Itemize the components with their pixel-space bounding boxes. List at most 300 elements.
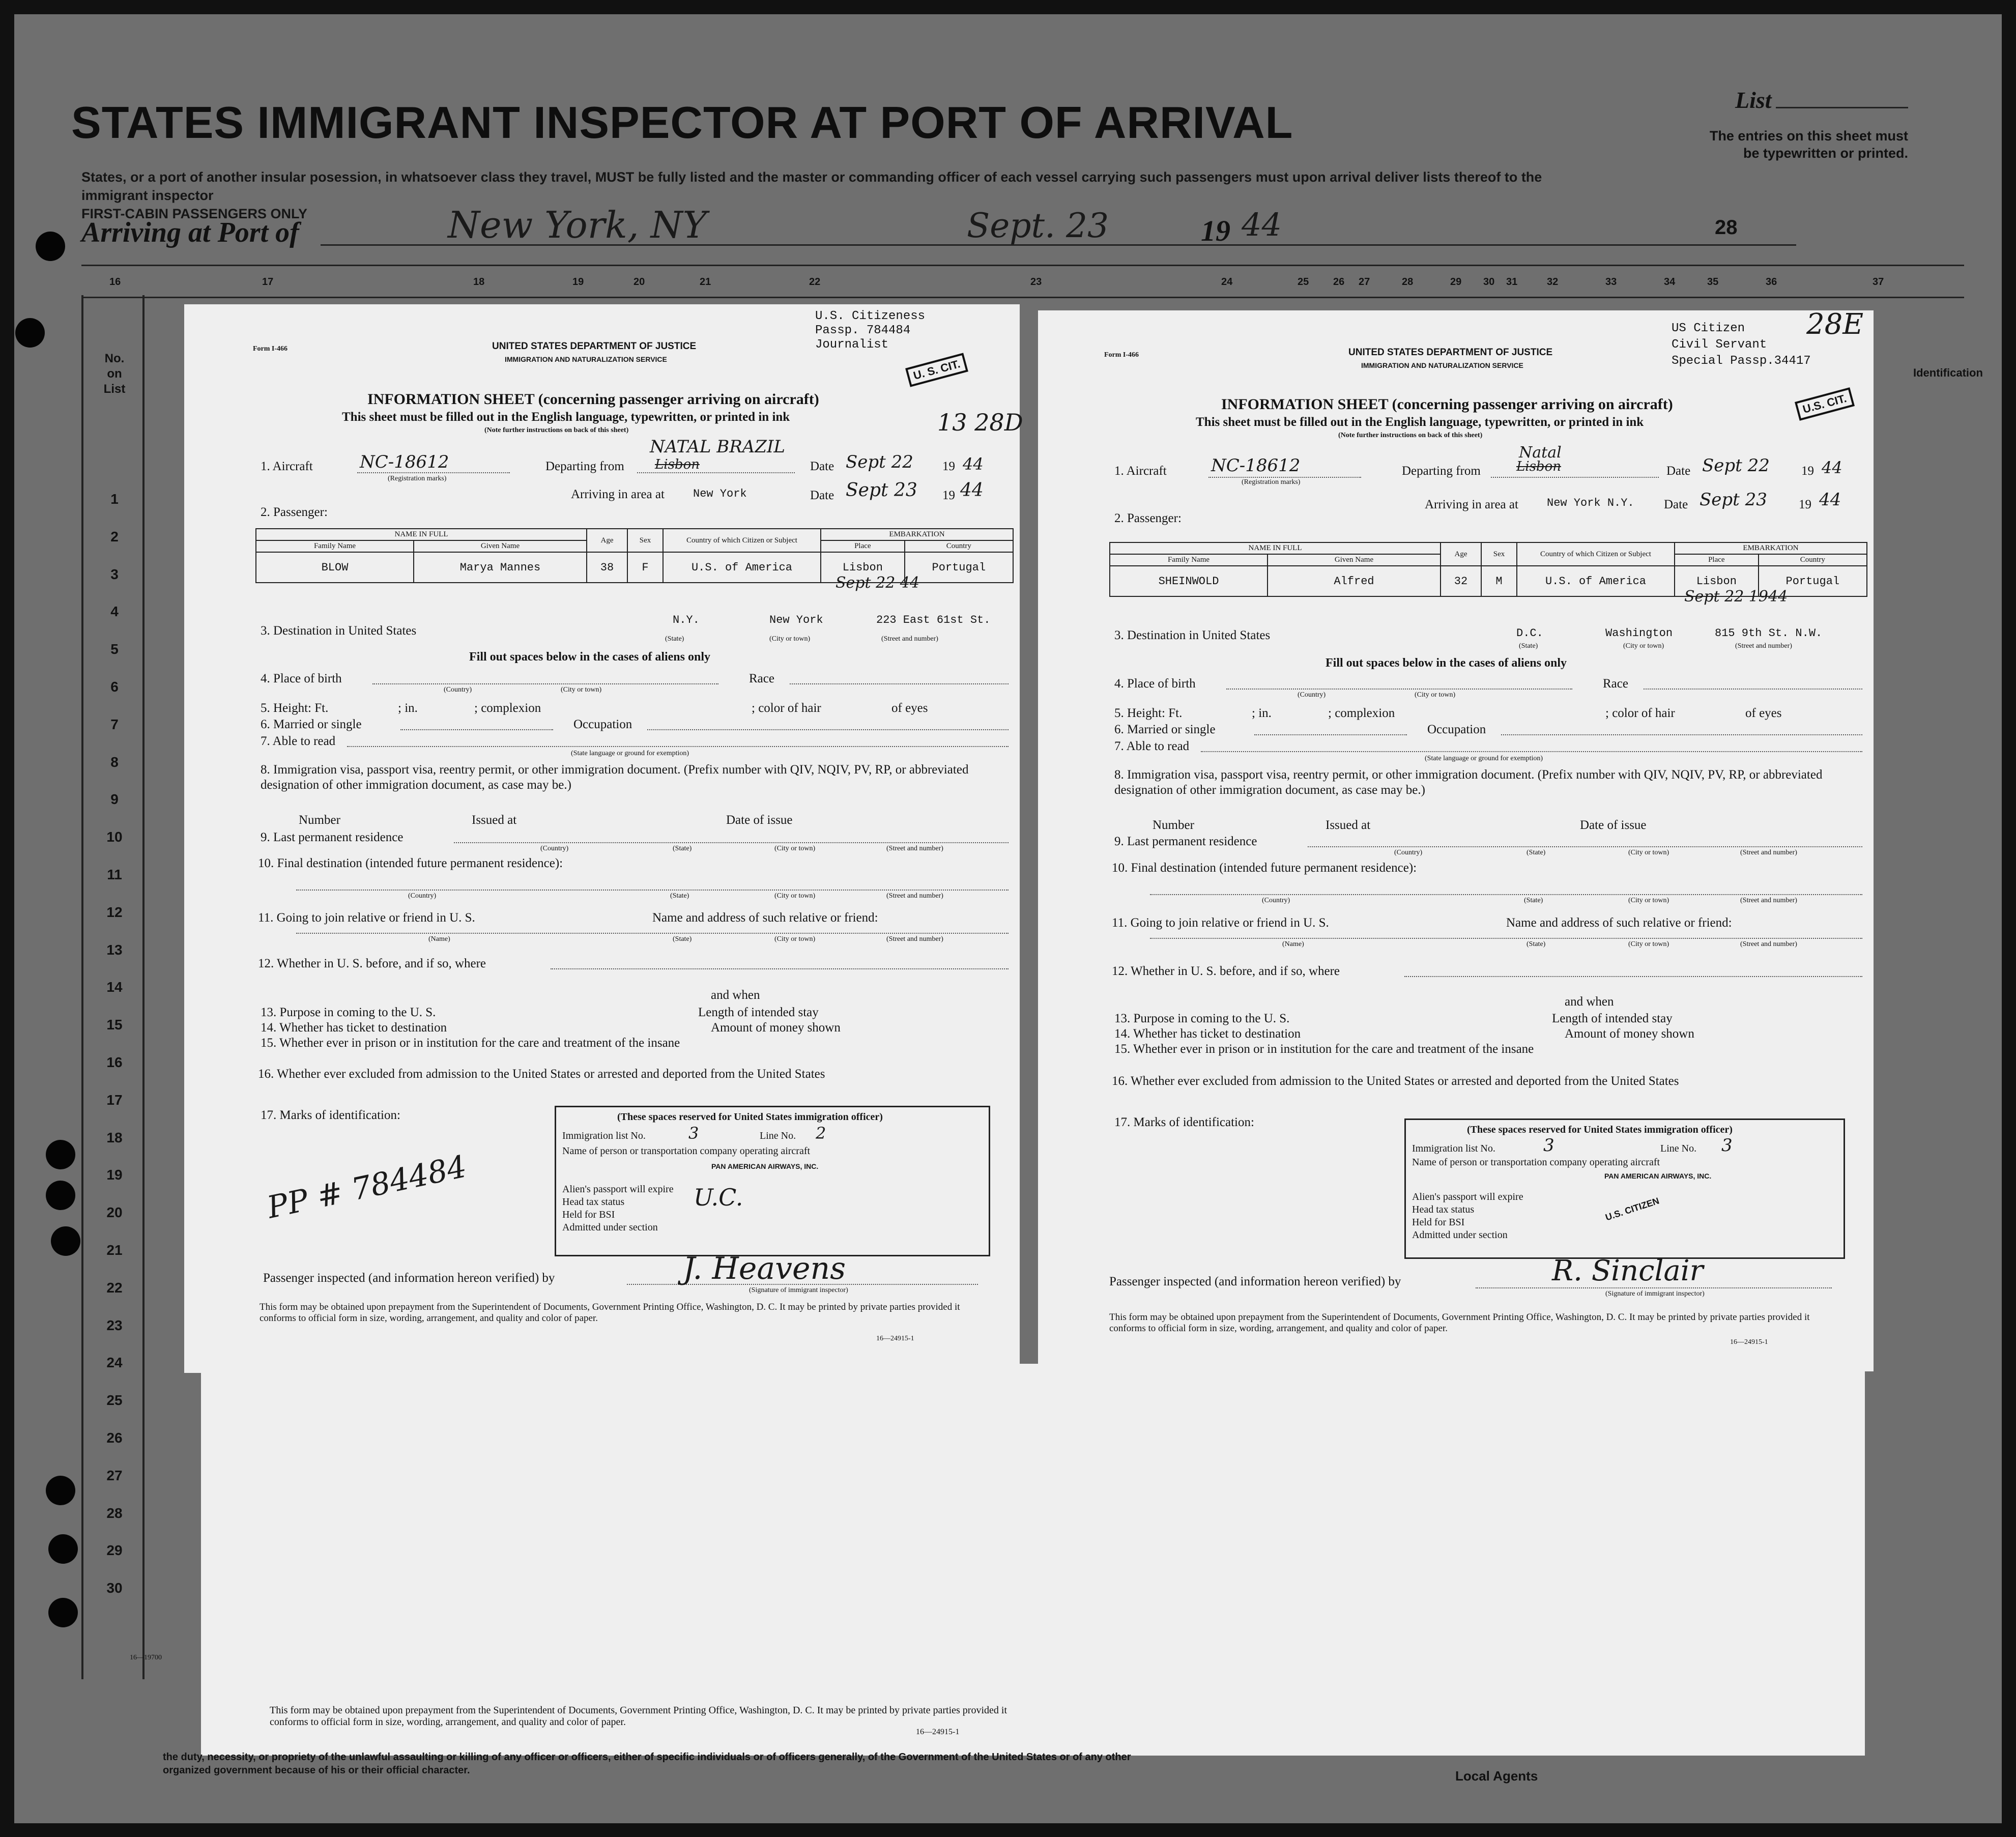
country-label: (Country) — [408, 892, 437, 900]
date-of-issue-label: Date of issue — [1580, 818, 1647, 832]
place-header: Place — [1675, 554, 1759, 566]
city-label: (City or town) — [1628, 849, 1669, 856]
no-on-list-label: No. on List — [103, 352, 126, 396]
form-instruction: This sheet must be filled out in the English language, typewritten, or printed in ink — [342, 410, 790, 424]
q7-label: 7. Able to read — [1114, 739, 1190, 753]
street-label: (Street and number) — [881, 635, 938, 643]
port-handwritten: New York, NY — [448, 204, 707, 246]
date-handwritten: Sept. 23 — [967, 206, 1109, 245]
form-footer-code: 16—24915-1 — [1730, 1338, 1768, 1346]
length-stay-label: Length of intended stay — [1552, 1012, 1673, 1025]
q12-line — [1404, 976, 1862, 977]
street-label: (Street and number) — [886, 845, 943, 852]
row-number: 2 — [110, 528, 119, 544]
manifest-bottom-text: the duty, necessity, or propriety of the unlawful assaulting or killing of any officer or officers, either of specific individuals or of officers generally, of the Government of the United States or of any other organized government because of his or their official character. — [163, 1752, 1131, 1776]
form-number: Form I-466 — [253, 345, 288, 353]
aircraft-value: NC-18612 — [360, 452, 449, 472]
reg-marks-label: (Registration marks) — [388, 475, 447, 482]
length-stay-label: Length of intended stay — [698, 1006, 819, 1019]
emb-country-cell: Portugal — [905, 552, 1013, 583]
number-label: Number — [1153, 818, 1194, 832]
race-label: Race — [1603, 677, 1628, 691]
column-number: 36 — [1766, 276, 1777, 288]
q9-label: 9. Last permanent residence — [261, 830, 404, 844]
city-label: (City or town) — [1628, 897, 1669, 904]
row-number: 30 — [106, 1580, 123, 1596]
inspected-label: Passenger inspected (and information hereon verified) by — [263, 1271, 555, 1285]
city-label: (City or town) — [774, 892, 816, 900]
street-label: (Street and number) — [1740, 897, 1797, 904]
q7-line — [1201, 751, 1862, 752]
number-label: Number — [299, 813, 340, 827]
list-code: 28E — [1806, 308, 1864, 341]
punch-hole — [36, 232, 65, 261]
q10-line — [296, 889, 1009, 891]
country-label: (Country) — [1262, 897, 1290, 904]
form-title: INFORMATION SHEET (concerning passenger arriving on aircraft) — [1221, 396, 1673, 413]
form-instruction-note: (Note further instructions on back of this sheet) — [1338, 432, 1483, 439]
operator-stamp: PAN AMERICAN AIRWAYS, INC. — [1604, 1172, 1712, 1180]
column-number: 37 — [1873, 276, 1884, 288]
name-addr-label: Name and address of such relative or friend: — [652, 911, 878, 925]
form-number: Form I-466 — [1104, 351, 1139, 359]
line-no-label: Line No. — [760, 1130, 796, 1141]
occupation-line — [1501, 734, 1862, 735]
top-note — [1672, 321, 1811, 369]
name-label: (Name) — [428, 935, 450, 943]
row-number: 1 — [110, 491, 119, 507]
state-lang-label: (State language or ground for exemption) — [571, 750, 689, 757]
column-number: 35 — [1707, 276, 1719, 288]
column-number: 29 — [1450, 276, 1462, 288]
hair-label: ; color of hair — [752, 701, 821, 715]
sex-header: Sex — [1481, 542, 1517, 566]
list-label: List — [1735, 87, 1772, 113]
top-note-line: Special Passp.34417 — [1672, 354, 1811, 368]
row-number: 29 — [106, 1542, 123, 1559]
signature-label: (Signature of immigrant inspector) — [749, 1286, 848, 1294]
top-note — [815, 309, 925, 352]
name-label: (Name) — [1282, 940, 1304, 948]
country-header: Country — [905, 540, 1013, 552]
row-number: 12 — [106, 904, 123, 920]
citizen-header: Country of which Citizen or Subject — [1517, 542, 1675, 566]
age-header: Age — [1441, 542, 1481, 566]
inspected-label: Passenger inspected (and information hereon verified) by — [1109, 1275, 1401, 1288]
top-note-line: U.S. Citizeness — [815, 309, 926, 323]
q17-label: 17. Marks of identification: — [261, 1108, 400, 1122]
q12-label: 12. Whether in U. S. before, and if so, where — [258, 957, 486, 970]
service-name: IMMIGRATION AND NATURALIZATION SERVICE — [505, 355, 667, 363]
date-value: Sept 22 — [846, 452, 913, 472]
identification-label: Identification — [1913, 366, 1983, 379]
occupation-line — [647, 729, 1009, 730]
form-footer: This form may be obtained upon prepayment from the Superintendent of Documents, Government Printing Office, Washington, D. C. It may be printed by private parties provided it conforms to official form in size, wording, arrangement, and quality and color of paper. — [1109, 1312, 1810, 1334]
departing-label: Departing from — [1402, 464, 1481, 478]
age-cell: 38 — [587, 552, 627, 583]
emb-date-value: Sept 22 1944 — [1684, 588, 1788, 606]
and-when-label: and when — [711, 988, 760, 1002]
sex-cell: F — [627, 552, 663, 583]
q14-label: 14. Whether has ticket to destination — [261, 1021, 447, 1035]
aircraft-value: NC-18612 — [1211, 455, 1301, 476]
family-name-cell: SHEINWOLD — [1110, 566, 1268, 596]
row-number: 14 — [106, 979, 123, 995]
q6-label: 6. Married or single — [1114, 723, 1216, 736]
punch-hole — [48, 1534, 78, 1564]
race-label: Race — [749, 672, 774, 685]
form-footer: This form may be obtained upon prepayment from the Superintendent of Documents, Government Printing Office, Washington, D. C. It may be printed by private parties provided it conforms to official form in size, wording, arrangement, and quality and color of paper. — [260, 1302, 960, 1324]
q11-label: 11. Going to join relative or friend in U. S. — [258, 911, 475, 925]
arriving-label: Arriving in area at — [1425, 498, 1518, 511]
q9-line — [454, 842, 1009, 843]
q6-label: 6. Married or single — [261, 717, 362, 731]
city-label: (City or town) — [1415, 691, 1456, 699]
date-of-issue-label: Date of issue — [726, 813, 793, 827]
reserved-label: (These spaces reserved for United States immigration officer) — [617, 1111, 883, 1123]
column-number: 33 — [1605, 276, 1617, 288]
aircraft-line — [1208, 477, 1361, 478]
state-label: (State) — [1524, 897, 1543, 904]
operator-label: Name of person or transportation company operating aircraft — [562, 1145, 811, 1157]
underlying-form-sheet — [201, 1364, 1865, 1756]
occupation-label: Occupation — [1427, 723, 1486, 736]
q17-label: 17. Marks of identification: — [1114, 1115, 1254, 1129]
column-number: 30 — [1483, 276, 1495, 288]
list-no-value: 3 — [688, 1124, 699, 1143]
date-label: Date — [1666, 464, 1691, 478]
column-number: 32 — [1547, 276, 1559, 288]
q4-line — [372, 683, 718, 684]
column-header-band — [81, 265, 1964, 298]
form-footer-code: 16—24915-1 — [876, 1335, 914, 1342]
family-name-header: Family Name — [256, 540, 414, 552]
column-number: 34 — [1664, 276, 1676, 288]
imm-list-label: Immigration list No. — [562, 1130, 646, 1141]
operator-stamp: PAN AMERICAN AIRWAYS, INC. — [711, 1162, 819, 1170]
column-number: 20 — [633, 276, 645, 288]
manifest-footer-code: 16—19700 — [130, 1654, 162, 1661]
signature-label: (Signature of immigrant inspector) — [1605, 1290, 1705, 1298]
row-number: 4 — [110, 604, 119, 620]
arriving-label: Arriving at Port of — [81, 217, 299, 248]
arrive-date-label: Date — [810, 489, 834, 502]
row-number: 28 — [106, 1505, 123, 1521]
year-prefix: 19 — [1801, 464, 1814, 478]
dept-name: UNITED STATES DEPARTMENT OF JUSTICE — [492, 341, 697, 352]
held-bsi-label: Held for BSI — [562, 1209, 615, 1220]
race-line — [1644, 688, 1862, 690]
punch-hole — [46, 1181, 75, 1210]
country-label: (Country) — [1298, 691, 1326, 699]
arrive-date-label: Date — [1664, 498, 1688, 511]
arrive-year-value: 44 — [960, 480, 984, 501]
top-note-line: Journalist — [815, 338, 889, 352]
row-number: 8 — [110, 754, 119, 770]
q5-label: 5. Height: Ft. — [261, 701, 329, 715]
punch-hole — [46, 1140, 75, 1169]
column-number: 16 — [109, 276, 121, 288]
row-number: 27 — [106, 1467, 123, 1483]
underlying-footer: This form may be obtained upon prepayment from the Superintendent of Documents, Government Printing Office, Washington, D. C. It may be printed by private parties provided it conforms to official form in size, wording, arrangement, and quality and color of paper. — [270, 1705, 1007, 1728]
form-title: INFORMATION SHEET (concerning passenger arriving on aircraft) — [367, 391, 819, 408]
column-number: 31 — [1506, 276, 1518, 288]
aliens-only: Fill out spaces below in the cases of aliens only — [469, 650, 711, 664]
year-handwritten: 44 — [1242, 206, 1282, 243]
arrive-year-prefix: 19 — [1799, 498, 1811, 511]
year-value: 44 — [1822, 458, 1842, 477]
emb-date-value: Sept 22 44 — [836, 574, 919, 592]
aliens-only: Fill out spaces below in the cases of aliens only — [1326, 656, 1567, 670]
row-number: 9 — [110, 791, 119, 808]
city-label: (City or town) — [561, 686, 602, 694]
year-prefix: 19 — [1201, 214, 1230, 247]
departing-struck: Lisbon — [655, 457, 700, 472]
departing-line — [637, 472, 795, 473]
list-code: 13 28D — [937, 409, 1023, 436]
entries-note: The entries on this sheet must be typewritten or printed. — [1709, 128, 1908, 161]
embarkation-header: EMBARKATION — [821, 529, 1013, 540]
state-lang-label: (State language or ground for exemption) — [1425, 755, 1543, 762]
column-number: 23 — [1030, 276, 1042, 288]
manifest-subtitle-line2: FIRST-CABIN PASSENGERS ONLY — [81, 206, 308, 221]
citizen-stamp: U.S. CIT. — [1795, 387, 1855, 421]
right-information-sheet — [1038, 310, 1874, 1371]
in-label: ; in. — [1252, 706, 1272, 720]
citizen-cell: U.S. of America — [663, 552, 821, 583]
q5-label: 5. Height: Ft. — [1114, 706, 1183, 720]
row-number: 7 — [110, 716, 119, 732]
underlying-footer-code: 16—24915-1 — [916, 1728, 960, 1736]
held-bsi-label: Held for BSI — [1412, 1217, 1465, 1228]
departing-line — [1491, 477, 1659, 478]
dest-state-value: D.C. — [1516, 627, 1543, 640]
dept-name: UNITED STATES DEPARTMENT OF JUSTICE — [1348, 347, 1553, 358]
q4-label: 4. Place of birth — [1114, 677, 1196, 691]
reg-marks-label: (Registration marks) — [1242, 478, 1301, 486]
column-number: 25 — [1298, 276, 1309, 288]
manifest-subtitle-line1: States, or a port of another insular posession, in whatsoever class they travel, MUST be fully listed and the master or commanding officer of each vessel carrying such passengers must upon arrival deliver lists thereof to the immigrant inspector — [81, 169, 1542, 203]
departing-struck: Lisbon — [1516, 459, 1561, 474]
form-instruction-note: (Note further instructions on back of this sheet) — [484, 426, 629, 434]
country-header: Country — [1759, 554, 1867, 566]
q13-label: 13. Purpose in coming to the U. S. — [261, 1006, 436, 1019]
departing-value: Natal — [1519, 444, 1562, 462]
q2-label: 2. Passenger: — [261, 505, 328, 519]
dest-city-value: Washington — [1605, 627, 1673, 640]
column-number: 18 — [473, 276, 485, 288]
complexion-label: ; complexion — [1328, 706, 1395, 720]
q7-line — [347, 746, 1009, 747]
q14-label: 14. Whether has ticket to destination — [1114, 1027, 1301, 1041]
name-in-full-header: NAME IN FULL — [1110, 542, 1441, 554]
q8-label: 8. Immigration visa, passport visa, reentry permit, or other immigration document. (Prefix number with QIV, NQIV, PV, RP, or abbreviated designation of other immigration document, as case may be.) — [1114, 768, 1823, 797]
q15-label: 15. Whether ever in prison or in institution for the care and treatment of the insane — [1114, 1042, 1534, 1056]
row-number: 16 — [106, 1054, 123, 1070]
admitted-label: Admitted under section — [562, 1222, 658, 1233]
country-label: (Country) — [1394, 849, 1423, 856]
row-number: 13 — [106, 941, 123, 958]
q1-label: 1. Aircraft — [1114, 464, 1167, 478]
embarkation-header: EMBARKATION — [1675, 542, 1867, 554]
date-value: Sept 22 — [1702, 455, 1770, 476]
street-label: (Street and number) — [1740, 849, 1797, 856]
q11-label: 11. Going to join relative or friend in U. S. — [1112, 916, 1329, 930]
aircraft-line — [357, 472, 510, 473]
departing-label: Departing from — [545, 460, 624, 473]
row-number: 25 — [106, 1392, 123, 1409]
eyes-label: of eyes — [891, 701, 928, 715]
head-tax-label: Head tax status — [562, 1196, 625, 1208]
city-label: (City or town) — [774, 845, 816, 852]
q11-line — [296, 933, 1009, 934]
hair-label: ; color of hair — [1605, 706, 1675, 720]
row-number: 10 — [106, 829, 123, 845]
emb-place-cell: Lisbon — [1675, 566, 1759, 596]
country-label: (Country) — [540, 845, 569, 852]
column-number: 22 — [809, 276, 821, 288]
q3-label: 3. Destination in United States — [261, 624, 417, 638]
punch-hole — [46, 1476, 75, 1505]
manifest-subtitle — [81, 168, 1608, 223]
row-number: 22 — [106, 1279, 123, 1296]
q4-label: 4. Place of birth — [261, 672, 342, 685]
citizen-header: Country of which Citizen or Subject — [663, 529, 821, 552]
city-label: (City or town) — [769, 635, 811, 643]
city-label: (City or town) — [1623, 642, 1664, 650]
citizen-stamp: U. S. CIT. — [905, 353, 968, 387]
q12-label: 12. Whether in U. S. before, and if so, where — [1112, 964, 1340, 978]
top-note-line: Passp. 784484 — [815, 324, 911, 337]
row-number: 24 — [106, 1355, 123, 1371]
q10-label: 10. Final destination (intended future permanent residence): — [258, 856, 563, 870]
head-tax-label: Head tax status — [1412, 1204, 1475, 1215]
race-line — [790, 683, 1009, 684]
q13-label: 13. Purpose in coming to the U. S. — [1114, 1012, 1290, 1025]
row-number: 23 — [106, 1317, 123, 1333]
local-agents-label: Local Agents — [1455, 1768, 1538, 1784]
year-prefix: 19 — [942, 460, 955, 473]
manifest-title: STATES IMMIGRANT INSPECTOR AT PORT OF ARRIVAL — [71, 97, 1293, 148]
emb-country-cell: Portugal — [1759, 566, 1867, 596]
row-number: 19 — [106, 1167, 123, 1183]
given-name-header: Given Name — [414, 540, 587, 552]
year-value: 44 — [963, 454, 984, 474]
row-number: 17 — [106, 1092, 123, 1108]
street-label: (Street and number) — [886, 892, 943, 900]
punch-hole — [48, 1598, 78, 1627]
q6-line — [1254, 734, 1407, 735]
street-label: (Street and number) — [886, 935, 943, 943]
q9-line — [1308, 846, 1862, 847]
family-name-cell: BLOW — [256, 552, 414, 583]
complexion-label: ; complexion — [474, 701, 541, 715]
eyes-label: of eyes — [1745, 706, 1782, 720]
passport-exp-label: Alien's passport will expire — [562, 1184, 674, 1195]
column-number: 17 — [262, 276, 274, 288]
punch-hole — [51, 1226, 80, 1256]
column-number: 27 — [1359, 276, 1370, 288]
money-label: Amount of money shown — [1565, 1027, 1694, 1041]
top-note-line: US Citizen — [1672, 322, 1745, 335]
row-column-right-border — [142, 295, 145, 1679]
given-name-cell: Alfred — [1268, 566, 1441, 596]
state-label: (State) — [1519, 642, 1538, 650]
sex-header: Sex — [627, 529, 663, 552]
citizen-cell: U.S. of America — [1517, 566, 1675, 596]
signature-line — [1476, 1287, 1832, 1288]
arriving-label: Arriving in area at — [571, 487, 665, 501]
signature-value: R. Sinclair — [1552, 1254, 1704, 1287]
q4-line — [1226, 688, 1572, 690]
reserved-label: (These spaces reserved for United States immigration officer) — [1467, 1124, 1733, 1135]
list-line — [1776, 107, 1908, 108]
arriving-value: New York N.Y. — [1547, 497, 1634, 509]
city-label: (City or town) — [774, 935, 816, 943]
street-label: (Street and number) — [1740, 940, 1797, 948]
and-when-label: and when — [1565, 995, 1614, 1009]
q7-label: 7. Able to read — [261, 734, 336, 748]
column-number: 21 — [700, 276, 711, 288]
line-no-label: Line No. — [1660, 1143, 1697, 1154]
row-number: 26 — [106, 1430, 123, 1446]
state-label: (State) — [673, 935, 692, 943]
family-name-header: Family Name — [1110, 554, 1268, 566]
dest-state-value: N.Y. — [673, 614, 700, 626]
q3-label: 3. Destination in United States — [1114, 628, 1271, 642]
q10-line — [1150, 894, 1862, 895]
given-name-header: Given Name — [1268, 554, 1441, 566]
left-information-sheet — [184, 304, 1023, 1373]
street-label: (Street and number) — [1735, 642, 1792, 650]
row-number: 11 — [107, 867, 122, 882]
signature-value: J. Heavens — [683, 1251, 846, 1286]
officer-box — [555, 1106, 990, 1256]
state-label: (State) — [665, 635, 684, 643]
column-number: 26 — [1333, 276, 1345, 288]
q11-line — [1150, 938, 1862, 939]
row-number: 5 — [110, 641, 119, 657]
line-no-value: 3 — [1721, 1135, 1733, 1156]
status-handwritten: U.C. — [694, 1184, 743, 1211]
column-number: 19 — [572, 276, 584, 288]
given-name-cell: Marya Mannes — [414, 552, 587, 583]
row-number: 20 — [106, 1204, 123, 1221]
row-number: 6 — [110, 679, 119, 695]
line-no-value: 2 — [816, 1124, 826, 1143]
service-name: IMMIGRATION AND NATURALIZATION SERVICE — [1361, 361, 1523, 369]
row-number: 18 — [106, 1129, 123, 1145]
page-number: 28 — [1715, 216, 1738, 239]
column-number: 24 — [1221, 276, 1233, 288]
arrive-date-value: Sept 23 — [1700, 490, 1767, 510]
issued-at-label: Issued at — [1326, 818, 1371, 832]
q9-label: 9. Last permanent residence — [1114, 835, 1257, 848]
operator-label: Name of person or transportation company operating aircraft — [1412, 1157, 1660, 1168]
country-label: (Country) — [444, 686, 472, 694]
state-label: (State) — [1527, 849, 1546, 856]
arrive-year-prefix: 19 — [942, 489, 955, 502]
form-instruction: This sheet must be filled out in the English language, typewritten, or printed in ink — [1196, 415, 1644, 429]
date-label: Date — [810, 460, 834, 473]
passport-exp-label: Alien's passport will expire — [1412, 1191, 1523, 1202]
row-number: 15 — [106, 1017, 123, 1033]
marks-handwritten: PP # 784484 — [264, 1149, 470, 1226]
city-label: (City or town) — [1628, 940, 1669, 948]
dest-street-value: 223 East 61st St. — [876, 614, 991, 626]
place-header: Place — [821, 540, 905, 552]
age-cell: 32 — [1441, 566, 1481, 596]
